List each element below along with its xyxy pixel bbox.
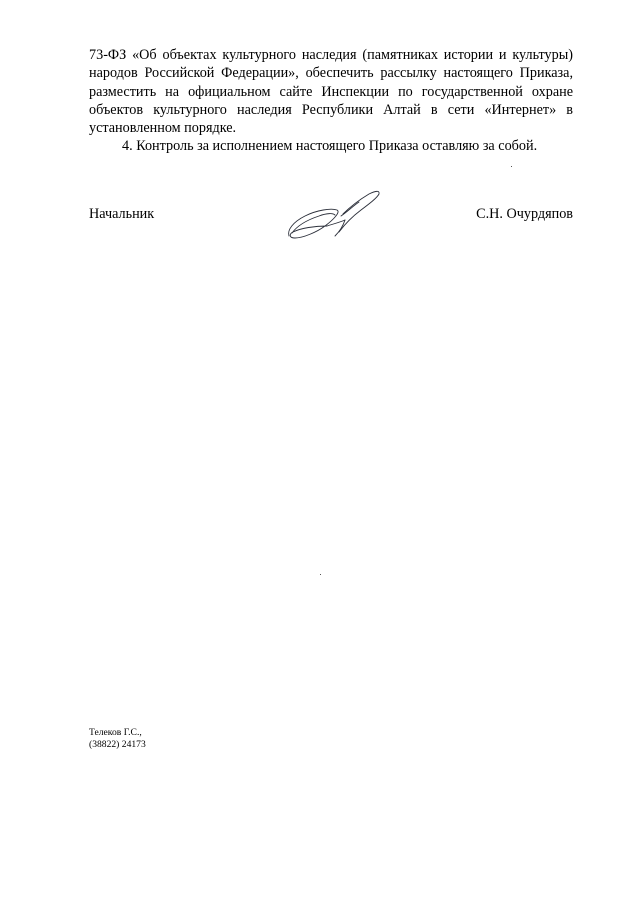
handwritten-signature-icon: [283, 186, 387, 242]
executor-footer: [89, 727, 146, 751]
signer-name: С.Н. Очурдяпов: [476, 206, 573, 222]
scan-speck: [511, 166, 512, 167]
executor-phone: (38822) 24173: [89, 739, 146, 750]
paragraph-continuation: 73-ФЗ «Об объектах культурного наследия (памятниках истории и культуры) народов Российской Федерации», обеспечить рассылку настоящего Приказа, разместить на официальном сайте Инспекции по государственной охране объектов культурного наследия Республики Алтай в сети «Интернет» в установленном порядке.: [89, 47, 573, 137]
executor-name: Телеков Г.С.,: [89, 727, 142, 738]
paragraph-item-4: 4. Контроль за исполнением настоящего Приказа оставляю за собой.: [122, 138, 538, 155]
scan-speck: [320, 574, 321, 575]
document-body: [89, 46, 573, 156]
signer-title: Начальник: [89, 206, 155, 222]
